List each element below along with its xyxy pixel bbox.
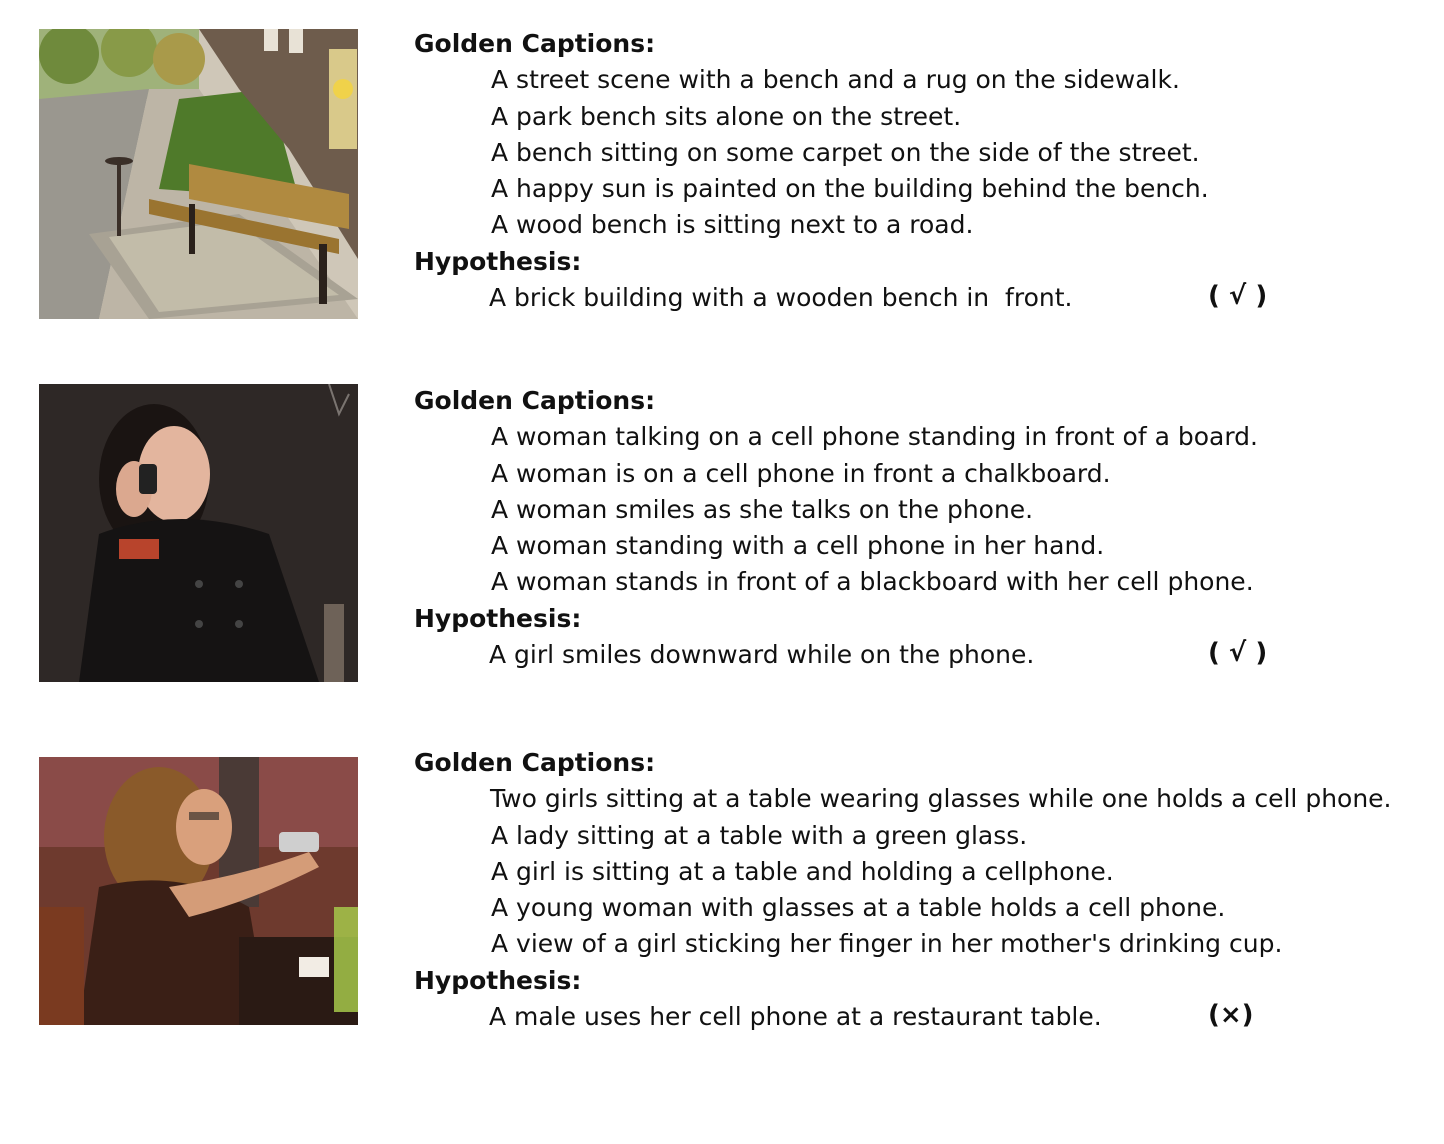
hypothesis-row (414, 280, 1434, 316)
hypothesis-heading: Hypothesis: (414, 965, 582, 995)
hypothesis-row (414, 999, 1434, 1035)
hypothesis-heading: Hypothesis: (414, 246, 582, 276)
hypothesis-row (414, 637, 1434, 673)
golden-caption: A wood bench is sitting next to a road. (491, 210, 974, 240)
hypothesis-heading: Hypothesis: (414, 603, 582, 633)
golden-caption: Two girls sitting at a table wearing glasses while one holds a cell phone. (490, 784, 1392, 814)
hypothesis-text: A girl smiles downward while on the phone. (489, 640, 1035, 670)
verdict-mark: ( √ ) (1208, 638, 1268, 669)
woman-phone-photo (39, 384, 358, 682)
restaurant-girl-photo (39, 757, 358, 1025)
golden-captions-heading: Golden Captions: (414, 748, 656, 777)
hypothesis-text: A male uses her cell phone at a restaurant table. (489, 1002, 1102, 1032)
golden-caption: A woman stands in front of a blackboard with her cell phone. (491, 567, 1254, 597)
golden-caption: A bench sitting on some carpet on the side of the street. (491, 137, 1200, 167)
golden-caption: A park bench sits alone on the street. (491, 101, 962, 131)
golden-caption: A girl is sitting at a table and holding a cellphone. (491, 856, 1114, 886)
golden-caption: A woman smiles as she talks on the phone. (491, 494, 1034, 524)
golden-caption: A woman talking on a cell phone standing in front of a board. (491, 422, 1258, 452)
golden-caption: A young woman with glasses at a table holds a cell phone. (491, 893, 1226, 923)
golden-caption: A view of a girl sticking her finger in her mother's drinking cup. (491, 929, 1283, 959)
bench-photo (39, 29, 358, 319)
golden-captions-heading: Golden Captions: (414, 29, 656, 58)
golden-caption: A lady sitting at a table with a green glass. (491, 820, 1028, 850)
hypothesis-text: A brick building with a wooden bench in front. (489, 283, 1073, 313)
golden-caption: A happy sun is painted on the building behind the bench. (491, 174, 1209, 204)
verdict-mark: ( √ ) (1208, 281, 1268, 312)
golden-caption: A woman standing with a cell phone in her hand. (491, 531, 1105, 561)
golden-caption: A street scene with a bench and a rug on the sidewalk. (491, 65, 1180, 95)
golden-caption: A woman is on a cell phone in front a chalkboard. (491, 458, 1111, 488)
golden-captions-heading: Golden Captions: (414, 386, 656, 415)
verdict-mark: (×) (1208, 1000, 1254, 1031)
